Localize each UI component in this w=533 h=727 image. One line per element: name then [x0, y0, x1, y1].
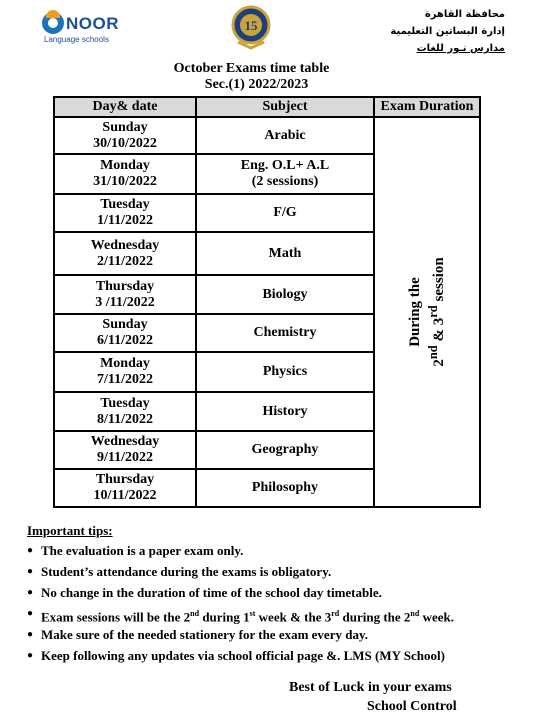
- subject-cell: [196, 154, 374, 194]
- date: 6/11/2022: [96, 333, 153, 348]
- subject-cell: [196, 469, 374, 507]
- list-item: ● No change in the duration of time of the school day timetable.: [27, 583, 454, 604]
- duration-line2: 2nd & 3rd session: [426, 257, 447, 367]
- list-item: ● The evaluation is a paper exam only.: [27, 541, 454, 562]
- school-seal-icon: [230, 4, 272, 50]
- date: 9/11/2022: [96, 450, 153, 465]
- exam-duration-text: [406, 257, 448, 366]
- noor-logo-icon: [42, 12, 64, 34]
- subject-cell: [196, 392, 374, 431]
- closing-note: [289, 678, 457, 716]
- logo-subtitle: Language schools: [44, 35, 109, 44]
- day-date-cell: [54, 352, 196, 392]
- subject-note: (2 sessions): [251, 174, 319, 189]
- day: Monday: [100, 356, 150, 371]
- arabic-header: [390, 6, 505, 57]
- svg-text:15: 15: [244, 18, 258, 33]
- exam-timetable: [53, 96, 481, 508]
- subject-cell: [196, 314, 374, 352]
- list-item: ● Exam sessions will be the 2nd during 1st week & the 3rd during the 2nd week.: [27, 604, 454, 625]
- document-title: October Exams time table: [173, 61, 330, 76]
- closing-line2: School Control: [367, 699, 457, 714]
- day: Sunday: [102, 317, 148, 332]
- day-date-cell: [54, 154, 196, 194]
- subject: Philosophy: [251, 480, 319, 495]
- subject: Arabic: [264, 127, 306, 143]
- day: Tuesday: [100, 197, 150, 212]
- list-item: ● Make sure of the needed stationery for the exam every day.: [27, 625, 454, 646]
- date: 7/11/2022: [96, 372, 153, 387]
- important-tips: [27, 523, 454, 667]
- list-item: ● Keep following any updates via school official page &. LMS (MY School): [27, 646, 454, 667]
- header-exam-duration: Exam Duration: [374, 97, 480, 117]
- subject-cell: [196, 431, 374, 469]
- day-date-cell: [54, 392, 196, 431]
- duration-line1: During the: [407, 277, 423, 347]
- day-date-cell: [54, 314, 196, 352]
- day: Wednesday: [90, 237, 160, 253]
- day-date-cell: [54, 194, 196, 232]
- arabic-line-administration: إدارة البساتين التعليمية: [390, 26, 505, 37]
- date: 1/11/2022: [96, 213, 153, 228]
- day-date-cell: [54, 469, 196, 507]
- subject: F/G: [273, 205, 297, 220]
- tips-title: Important tips:: [27, 523, 113, 538]
- day: Monday: [100, 158, 150, 173]
- subject: Eng. O.L+ A.L: [240, 158, 330, 173]
- table-header-row: [54, 97, 480, 117]
- day-date-cell: [54, 117, 196, 154]
- logo-name: NOOR: [66, 14, 119, 33]
- date: 10/11/2022: [93, 488, 157, 503]
- subject-cell: [196, 194, 374, 232]
- date: 3 /11/2022: [95, 294, 155, 310]
- day: Sunday: [102, 119, 148, 135]
- subject: Chemistry: [253, 325, 317, 340]
- closing-line1: Best of Luck in your exams: [289, 680, 452, 695]
- date: 30/10/2022: [93, 135, 157, 151]
- header-day-date: Day& date: [54, 97, 196, 117]
- day-date-cell: [54, 275, 196, 314]
- noor-logo: [42, 10, 132, 50]
- table-row: [54, 117, 480, 154]
- date: 31/10/2022: [93, 174, 157, 189]
- day-date-cell: [54, 232, 196, 275]
- subject: Math: [268, 245, 302, 261]
- subject: Geography: [251, 442, 319, 457]
- date: 8/11/2022: [96, 411, 153, 427]
- tips-list: [27, 541, 454, 667]
- subject: Biology: [262, 286, 308, 302]
- arabic-line-school: مدارس نـور للغات: [416, 43, 505, 54]
- document-subtitle: Sec.(1) 2022/2023: [204, 77, 309, 92]
- subject: Physics: [262, 364, 308, 379]
- subject-cell: [196, 232, 374, 275]
- subject-cell: [196, 117, 374, 154]
- day: Tuesday: [100, 395, 150, 411]
- day: Thursday: [95, 472, 155, 487]
- header-subject: Subject: [196, 97, 374, 117]
- subject: History: [262, 403, 308, 419]
- day: Wednesday: [90, 434, 160, 449]
- exam-duration-cell: [374, 117, 480, 507]
- arabic-line-governorate: محافظة القاهرة: [424, 9, 505, 20]
- subject-cell: [196, 275, 374, 314]
- date: 2/11/2022: [96, 253, 153, 269]
- day: Thursday: [95, 278, 155, 294]
- day-date-cell: [54, 431, 196, 469]
- subject-cell: [196, 352, 374, 392]
- list-item: ● Student’s attendance during the exams is obligatory.: [27, 562, 454, 583]
